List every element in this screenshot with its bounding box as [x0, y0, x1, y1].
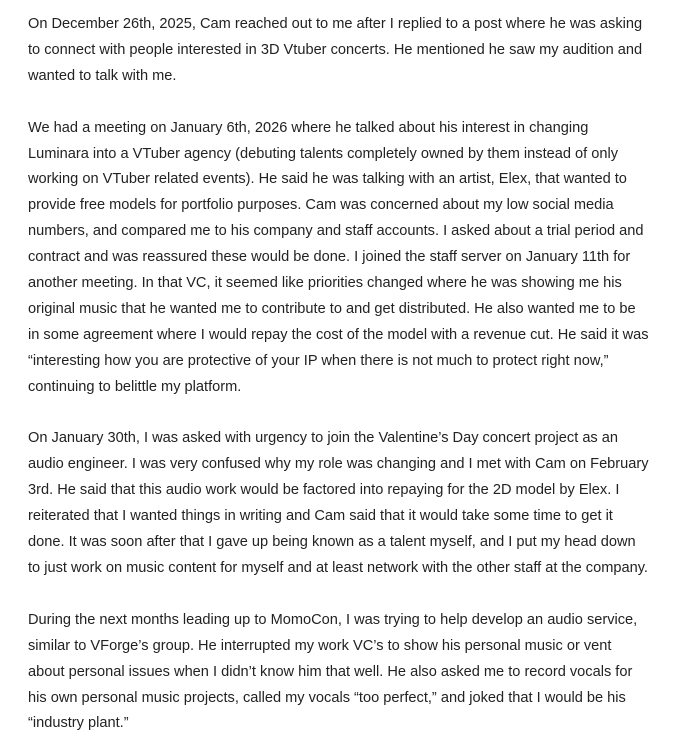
- text-line: similar to VForge’s group. He interrupted my work VC’s to show his personal music or vent: [28, 637, 612, 654]
- text-line: to just work on music content for myself and at least network with the other staff at the company.: [28, 560, 648, 576]
- text-line: audio engineer. I was very confused why my role was changing and I met with Cam on February: [28, 456, 649, 473]
- text-line: wanted to talk with me.: [28, 67, 177, 84]
- text-line: continuing to belittle my platform.: [28, 378, 242, 395]
- paragraph-4: [28, 608, 669, 737]
- text-line: reiterated that I wanted things in writing and Cam said that it would take some time to get it: [28, 508, 613, 525]
- text-line: done. It was soon after that I gave up being known as a talent myself, and I put my head down: [28, 534, 636, 551]
- text-line: We had a meeting on January 6th, 2026 where he talked about his interest in changing: [28, 119, 589, 136]
- text-line: to connect with people interested in 3D Vtuber concerts. He mentioned he saw my audition and: [28, 41, 643, 58]
- text-line: “interesting how you are protective of your IP when there is not much to protect right now,”: [28, 352, 609, 369]
- text-line: working on VTuber related events). He said he was talking with an artist, Elex, that wanted to: [28, 171, 627, 188]
- text-line: On December 26th, 2025, Cam reached out to me after I replied to a post where he was asking: [28, 16, 643, 32]
- text-line: numbers, and compared me to his company and staff accounts. I asked about a trial period and: [28, 223, 644, 240]
- text-line: in some agreement where I would repay the cost of the model with a revenue cut. He said it was: [28, 326, 649, 343]
- text-line: another meeting. In that VC, it seemed like priorities changed where he was showing me his: [28, 275, 622, 292]
- text-line: 3rd. He said that this audio work would be factored into repaying for the 2D model by Elex. I: [28, 482, 620, 499]
- text-line: “industry plant.”: [28, 715, 129, 732]
- text-line: about personal issues when I didn’t know him that well. He also asked me to record vocals for: [28, 663, 633, 680]
- text-line: his own personal music projects, called my vocals “too perfect,” and joked that I would be his: [28, 689, 626, 706]
- text-line: On January 30th, I was asked with urgency to join the Valentine’s Day concert project as an: [28, 430, 619, 447]
- paragraph-2: [28, 116, 669, 401]
- paragraph-3: [28, 426, 669, 581]
- paragraph-1: [28, 12, 669, 90]
- text-line: original music that he wanted me to contribute to and get distributed. He also wanted me to be: [28, 300, 636, 317]
- text-line: During the next months leading up to MomoCon, I was trying to help develop an audio service,: [28, 611, 638, 628]
- text-line: provide free models for portfolio purposes. Cam was concerned about my low social media: [28, 197, 614, 214]
- text-line: contract and was reassured these would be done. I joined the staff server on January 11th for: [28, 249, 631, 266]
- text-line: Luminara into a VTuber agency (debuting talents completely owned by them instead of only: [28, 145, 619, 162]
